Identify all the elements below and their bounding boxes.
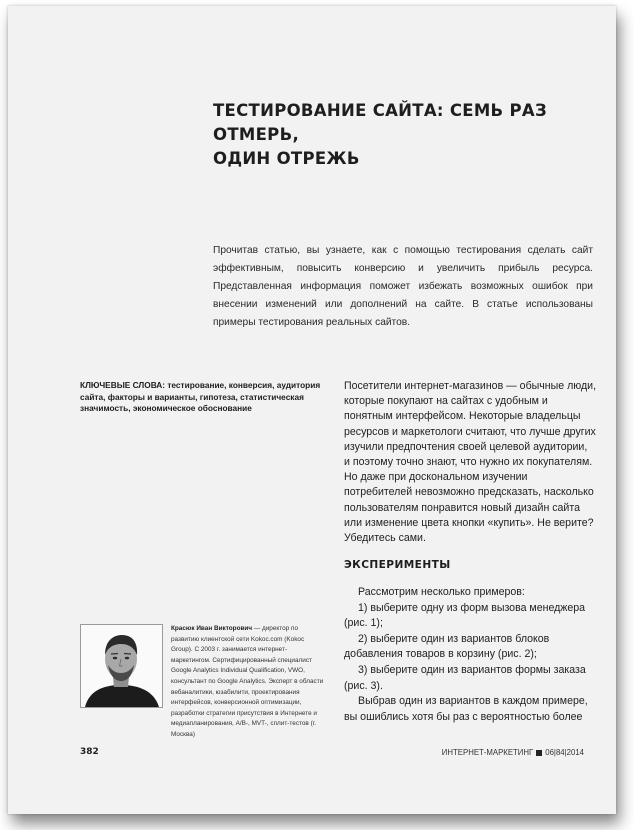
body-intro-paragraph: Посетители интернет-магазинов — обычные люди, которые покупают на сайтах с удобным и понятным интерфейсом. Некоторые владельцы ресурсов и маркетологи считают, что лучше других изучили предпочтения своей целевой аудитории, и поэтому точно знают, что нужно их покупателям. Но даже при доскональном изучении потребителей невозможно предсказать, насколько пользователям понравится новый дизайн сайта или изменение цвета кнопки «купить». Не верите? Убедитесь сами. xyxy=(344,380,597,545)
experiments-paragraph: Рассмотрим несколько примеров: xyxy=(358,586,525,598)
section-heading: ЭКСПЕРИМЕНТЫ xyxy=(344,559,451,571)
experiments-paragraph: 2) выберите один из вариантов блоков добавления товаров в корзину (рис. 2); xyxy=(344,632,550,661)
journal-footer xyxy=(442,748,584,757)
author-photo xyxy=(80,624,163,708)
article-title: ТЕСТИРОВАНИЕ САЙТА: СЕМЬ РАЗ ОТМЕРЬ, ОДИН ОТРЕЖЬ xyxy=(213,101,547,168)
author-portrait-image xyxy=(81,625,162,707)
keywords-label: КЛЮЧЕВЫЕ СЛОВА: xyxy=(80,380,166,390)
experiments-paragraph: 3) выберите один из вариантов формы заказа (рис. 3). xyxy=(344,663,586,692)
page-number: 382 xyxy=(80,747,99,757)
experiments-paragraph: Выбрав один из вариантов в каждом примере, вы ошиблись хотя бы раз с вероятностью более xyxy=(344,695,588,723)
square-bullet-icon xyxy=(536,750,542,756)
author-name: Красюк Иван Викторович xyxy=(171,625,253,632)
experiments-paragraph: 1) выберите одну из форм вызова менеджера (рис. 1); xyxy=(344,601,586,630)
author-bio xyxy=(171,624,326,741)
experiments-section xyxy=(344,585,596,725)
article-lead: Прочитав статью, вы узнаете, как с помощью тестирования сделать сайт эффективным, повысить конверсию и увеличить прибыль ресурса. Представленная информация поможет избежать возможных ошибок при внесении изменений или дополнений на сайте. В статье использованы примеры тестирования реальных сайтов. xyxy=(213,245,593,328)
body-column xyxy=(344,379,596,546)
keywords-block xyxy=(80,380,326,415)
magazine-page xyxy=(8,6,616,814)
author-description: — директор по развитию клиентской сети Kokoc.com (Kokoc Group). С 2003 г. занимается интернет-маркетингом. Сертифицированный специалист Google Analytics Individual Qualification, VWO, консультант по Google Analytics. Эксперт в области вебаналитики, юзабилити, проектирования интерфейсов, конверсионной оптимизации, разработки стратегии присутствия в Интернете и медиапланирования, А/В-, MVT-, сплит-тестов (г. Москва) xyxy=(171,625,324,738)
journal-name: ИНТЕРНЕТ-МАРКЕТИНГ xyxy=(441,748,534,757)
journal-issue: 06|84|2014 xyxy=(545,748,584,757)
keywords-text: тестирование, конверсия, аудитория сайта, факторы и варианты, гипотеза, статистическая значимость, экономическое обоснование xyxy=(80,380,321,413)
